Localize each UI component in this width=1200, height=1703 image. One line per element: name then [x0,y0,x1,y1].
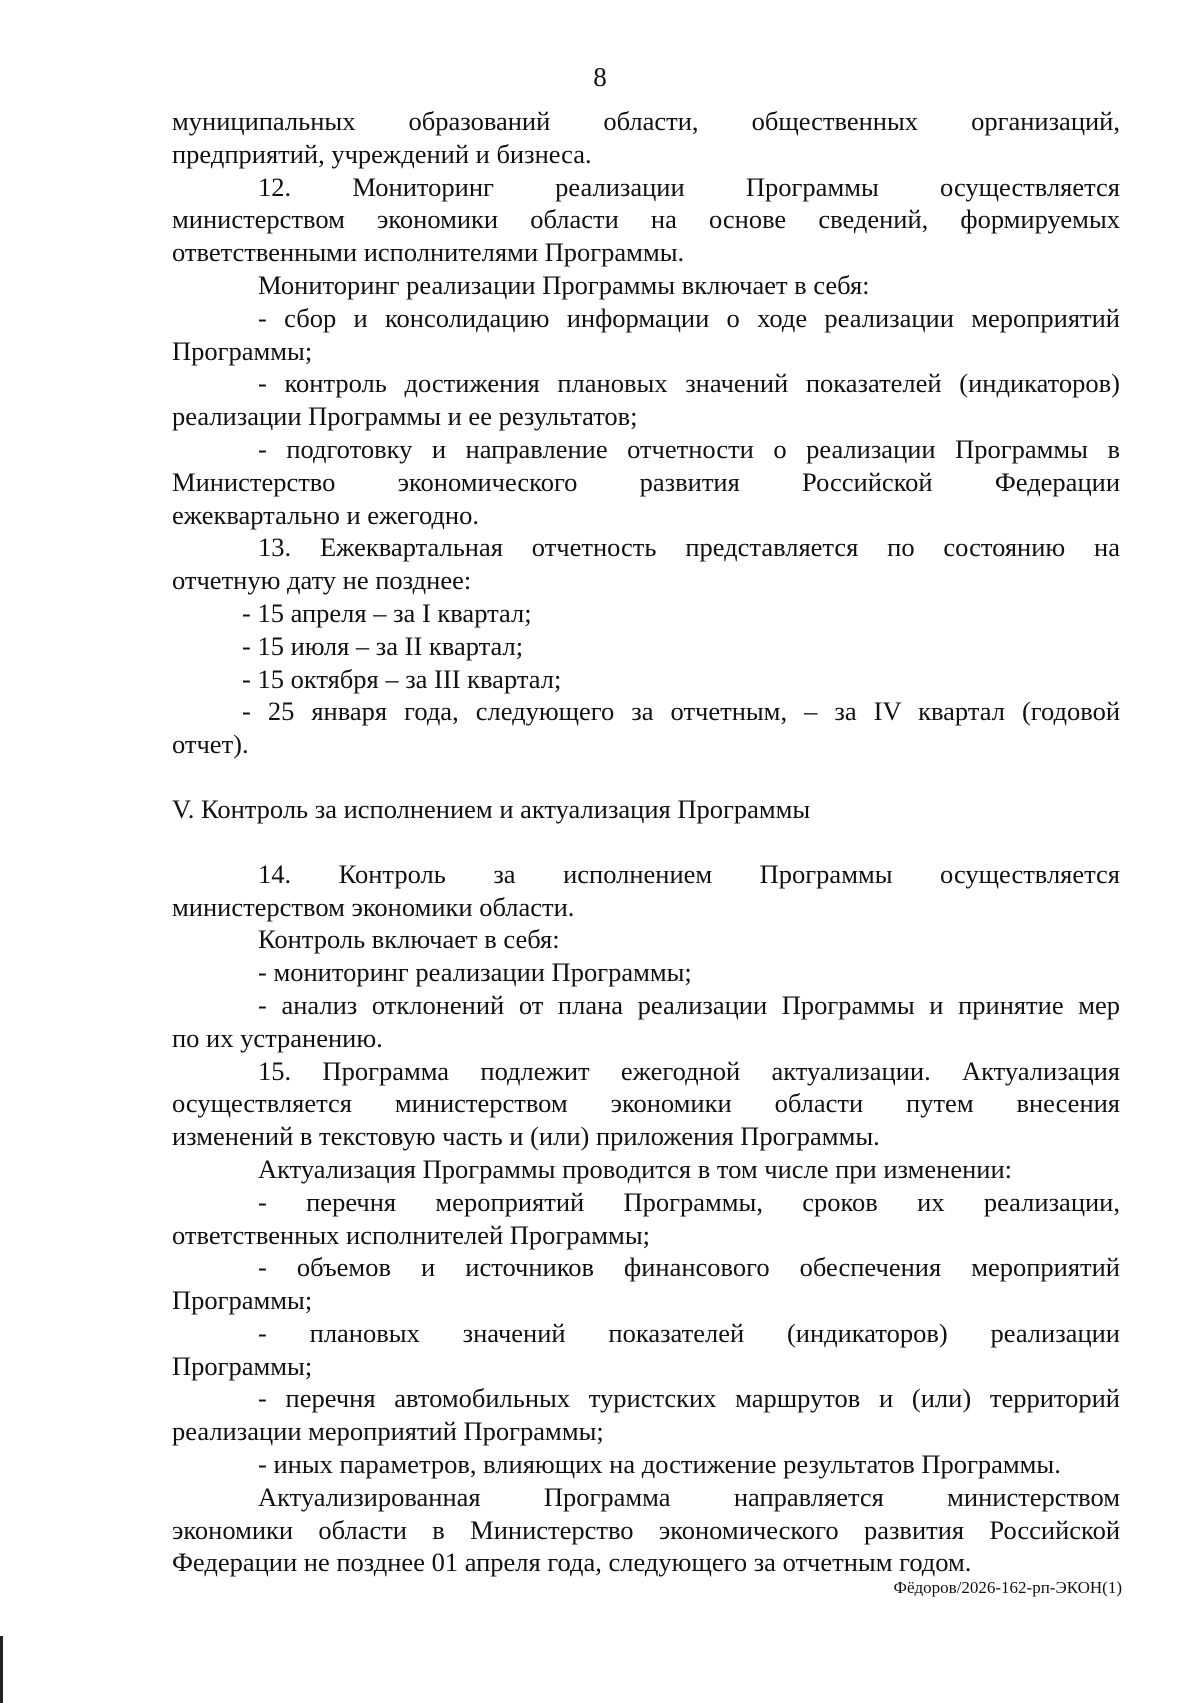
text-line: Федерации не позднее 01 апреля года, следующего за отчетным годом. [172,1547,972,1578]
text-line: Министерство экономического развития Российской Федерации [172,466,1120,497]
clause-15-line: 15. Программа подлежит ежегодной актуализации. Актуализация [258,1055,1120,1086]
text-line: осуществляется министерством экономики области путем внесения [172,1088,1120,1119]
text-line: экономики области в Министерство экономического развития Российской [172,1514,1120,1545]
list-item: - перечня мероприятий Программы, сроков их реализации, [258,1186,1120,1217]
list-item: - сбор и консолидацию информации о ходе реализации мероприятий [258,302,1120,333]
list-item: - контроль достижения плановых значений показателей (индикаторов) [258,368,1120,399]
list-item: - объемов и источников финансового обеспечения мероприятий [258,1252,1120,1283]
text-line: изменений в текстовую часть и (или) приложения Программы. [172,1121,880,1152]
list-item: - 25 января года, следующего за отчетным, – за IV квартал (годовой [242,696,1120,727]
document-body [172,105,1120,1579]
scan-edge-mark [0,1636,3,1703]
text-line: Программы; [172,335,313,366]
document-registration-code: Фёдоров/2026-162-рп-ЭКОН(1) [893,1578,1122,1597]
clause-14-line: 14. Контроль за исполнением Программы осуществляется [258,858,1120,889]
text-line: муниципальных образований области, общественных организаций, [172,106,1120,136]
text-line: Актуализация Программы проводится в том числе при изменении: [258,1153,1013,1184]
list-item: - 15 октября – за III квартал; [242,663,562,694]
text-line: Программы; [172,1350,313,1381]
text-line: по их устранению. [172,1022,383,1053]
list-item: - 15 июля – за II квартал; [242,630,524,661]
list-item: - анализ отклонений от плана реализации Программы и принятие мер [258,989,1120,1020]
text-line: Контроль включает в себя: [258,924,560,955]
page-number: 8 [593,62,607,92]
section-heading: V. Контроль за исполнением и актуализация Программы [172,793,811,824]
text-line: реализации Программы и ее результатов; [172,401,638,432]
list-item: - подготовку и направление отчетности о реализации Программы в [258,433,1120,464]
text-line: предприятий, учреждений и бизнеса. [172,138,592,169]
text-line: реализации мероприятий Программы; [172,1416,604,1447]
text-line: отчетную дату не позднее: [172,565,472,596]
text-line: ответственными исполнителями Программы. [172,237,685,268]
list-item: - иных параметров, влияющих на достижение результатов Программы. [258,1449,1061,1480]
text-line: Программы; [172,1285,313,1316]
list-item: - мониторинг реализации Программы; [258,957,692,988]
text-line: министерством экономики области на основе сведений, формируемых [172,204,1120,235]
clause-12-line: 12. Мониторинг реализации Программы осуществляется [258,171,1120,202]
list-item: - перечня автомобильных туристских маршрутов и (или) территорий [258,1383,1120,1414]
text-line: ежеквартально и ежегодно. [172,499,479,530]
text-line: Мониторинг реализации Программы включает в себя: [258,269,870,300]
text-line: ответственных исполнителей Программы; [172,1219,650,1250]
text-line: министерством экономики области. [172,891,575,922]
text-line: Актуализированная Программа направляется министерством [258,1481,1120,1512]
clause-13-line: 13. Ежеквартальная отчетность представляется по состоянию на [258,532,1120,563]
list-item: - плановых значений показателей (индикаторов) реализации [258,1317,1120,1348]
list-item: - 15 апреля – за I квартал; [242,597,532,628]
text-line: отчет). [172,729,249,760]
